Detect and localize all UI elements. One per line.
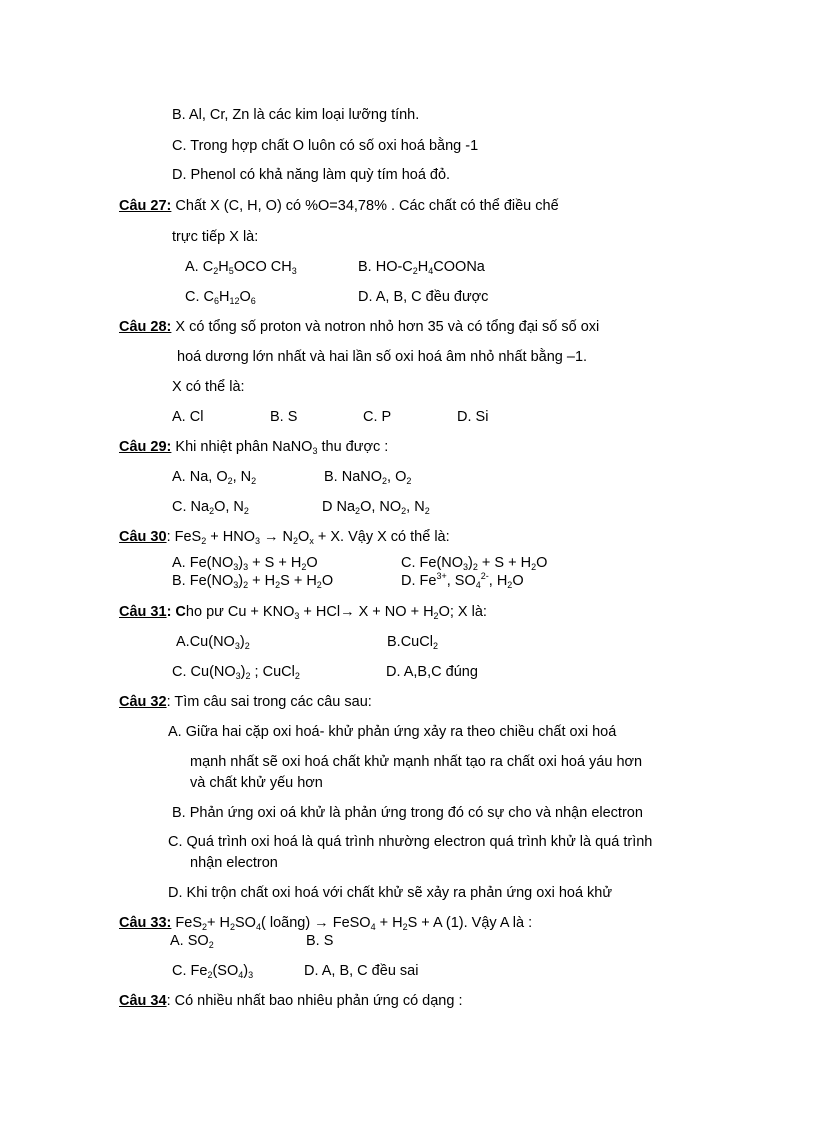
- q33-option-b: B. S: [306, 933, 334, 949]
- q31-option-c: C. $Cu(NO_3)_2$ ; CuCl$_2$: [172, 664, 300, 681]
- q33-label: Câu 33:: [119, 915, 172, 931]
- q33-option-c: C. $Fe_2(SO_4)_3$: [172, 963, 254, 980]
- q32-stem: Câu 32: Tìm câu sai trong các câu sau:: [119, 694, 372, 710]
- q30-option-b: B. $Fe(NO_3)_2 + H_2S + H_2O$: [172, 573, 334, 590]
- q29-option-d: D $Na_2O$, $NO_2$, $N_2$: [322, 499, 430, 516]
- q28-stem-cont: hoá dương lớn nhất và hai lần số oxi hoá âm nhỏ nhất bằng –1.: [177, 349, 588, 365]
- q26-option-c: C. Trong hợp chất O luôn có số oxi hoá bằng -1: [172, 138, 479, 154]
- q28-stem: Câu 28: X có tổng số proton và notron nhỏ hơn 35 và có tổng đại số số oxi: [119, 319, 600, 335]
- q32-label: Câu 32: [119, 694, 167, 710]
- q30-stem: Câu 30: $FeS_2 + HNO_3 \to N_2O_x + X$. Vậy X có thể là:: [119, 529, 450, 546]
- q31-stem: Câu 31: Cho pư $Cu + KNO_3 + HCl\to X$ + NO + $H_2O$; X là:: [119, 604, 487, 621]
- q32-option-a-cont: mạnh nhất sẽ oxi hoá chất khử mạnh nhất tạo ra chất oxi hoá yáu hơn: [190, 754, 643, 770]
- q29-stem: Câu 29: Khi nhiệt phân NaNO$_3$ thu được :: [119, 439, 389, 456]
- q27-option-d: D. A, B, C đều được: [358, 289, 489, 305]
- q34-stem: Câu 34: Có nhiều nhất bao nhiêu phản ứng có dạng :: [119, 993, 463, 1009]
- q32-option-d: D. Khi trộn chất oxi hoá với chất khử sẽ xảy ra phản ứng oxi hoá khử: [168, 885, 613, 901]
- q28-option-c: C. P: [363, 409, 392, 425]
- q33-stem: Câu 33: $FeS_2+ H_2SO_4$( loãng) → FeSO$_4$ + $H_2S + A$ (1). Vậy A là :: [119, 915, 533, 932]
- q34-label: Câu 34: [119, 993, 167, 1009]
- q27-stem: Câu 27: Chất X (C, H, O) có %O=34,78% . Các chất có thể điều chế: [119, 198, 559, 214]
- q27-option-c: C. $C_6H_{12}O_6$: [185, 289, 256, 306]
- q32-option-a: A. Giữa hai cặp oxi hoá- khử phản ứng xảy ra theo chiều chất oxi hoá: [168, 724, 617, 740]
- q30-label: Câu 30: [119, 529, 167, 545]
- q33-option-d: D. A, B, C đều sai: [304, 963, 419, 979]
- q30-option-d: D. $Fe^{3+}$, $SO_4^{2-}$, $H_2O$: [401, 571, 524, 590]
- q30-option-c: C. $Fe(NO_3)_2 + S + H_2O$: [401, 555, 548, 572]
- q32-option-b: B. Phản ứng oxi oá khử là phản ứng trong đó có sự cho và nhận electron: [172, 805, 643, 821]
- q32-option-a-cont2: và chất khử yếu hơn: [190, 775, 323, 791]
- q27-option-a: A. $C_2H_5OCO$ $CH_3$: [185, 259, 297, 276]
- q28-option-d: D. Si: [457, 409, 489, 425]
- q28-stem-cont2: X có thể là:: [172, 379, 245, 395]
- q26-option-b: B. Al, Cr, Zn là các kim loại lưỡng tính.: [172, 107, 420, 123]
- q26-option-d: D. Phenol có khả năng làm quỳ tím hoá đỏ.: [172, 167, 451, 183]
- q27-label: Câu 27:: [119, 198, 172, 214]
- q28-option-b: B. S: [270, 409, 298, 425]
- q29-label: Câu 29:: [119, 439, 172, 455]
- q27-option-b: B. $HO-C_2H_4COONa$: [358, 259, 485, 276]
- q30-option-a: A. $Fe(NO_3)_3 + S + H_2O$: [172, 555, 318, 572]
- q33-option-a: A. $SO_2$: [170, 933, 214, 950]
- q31-label: Câu 31: [119, 604, 167, 620]
- q29-option-b: B. NaNO$_2$, $O_2$: [324, 469, 412, 486]
- q28-label: Câu 28:: [119, 319, 172, 335]
- q27-stem-cont: trực tiếp X là:: [172, 229, 259, 245]
- q31-option-a: $A.Cu(NO_3)_2$: [176, 634, 250, 651]
- q29-option-c: C. $Na_2O$, $N_2$: [172, 499, 249, 516]
- q29-option-a: A. Na, $O_2$, $N_2$: [172, 469, 257, 486]
- q28-option-a: A. Cl: [172, 409, 204, 425]
- q32-option-c-cont: nhận electron: [190, 855, 278, 871]
- q32-option-c: C. Quá trình oxi hoá là quá trình nhường electron quá trình khử là quá trình: [168, 834, 653, 850]
- q31-option-b: B.CuCl$_2$: [387, 634, 438, 651]
- q31-option-d: D. A,B,C đúng: [386, 664, 478, 680]
